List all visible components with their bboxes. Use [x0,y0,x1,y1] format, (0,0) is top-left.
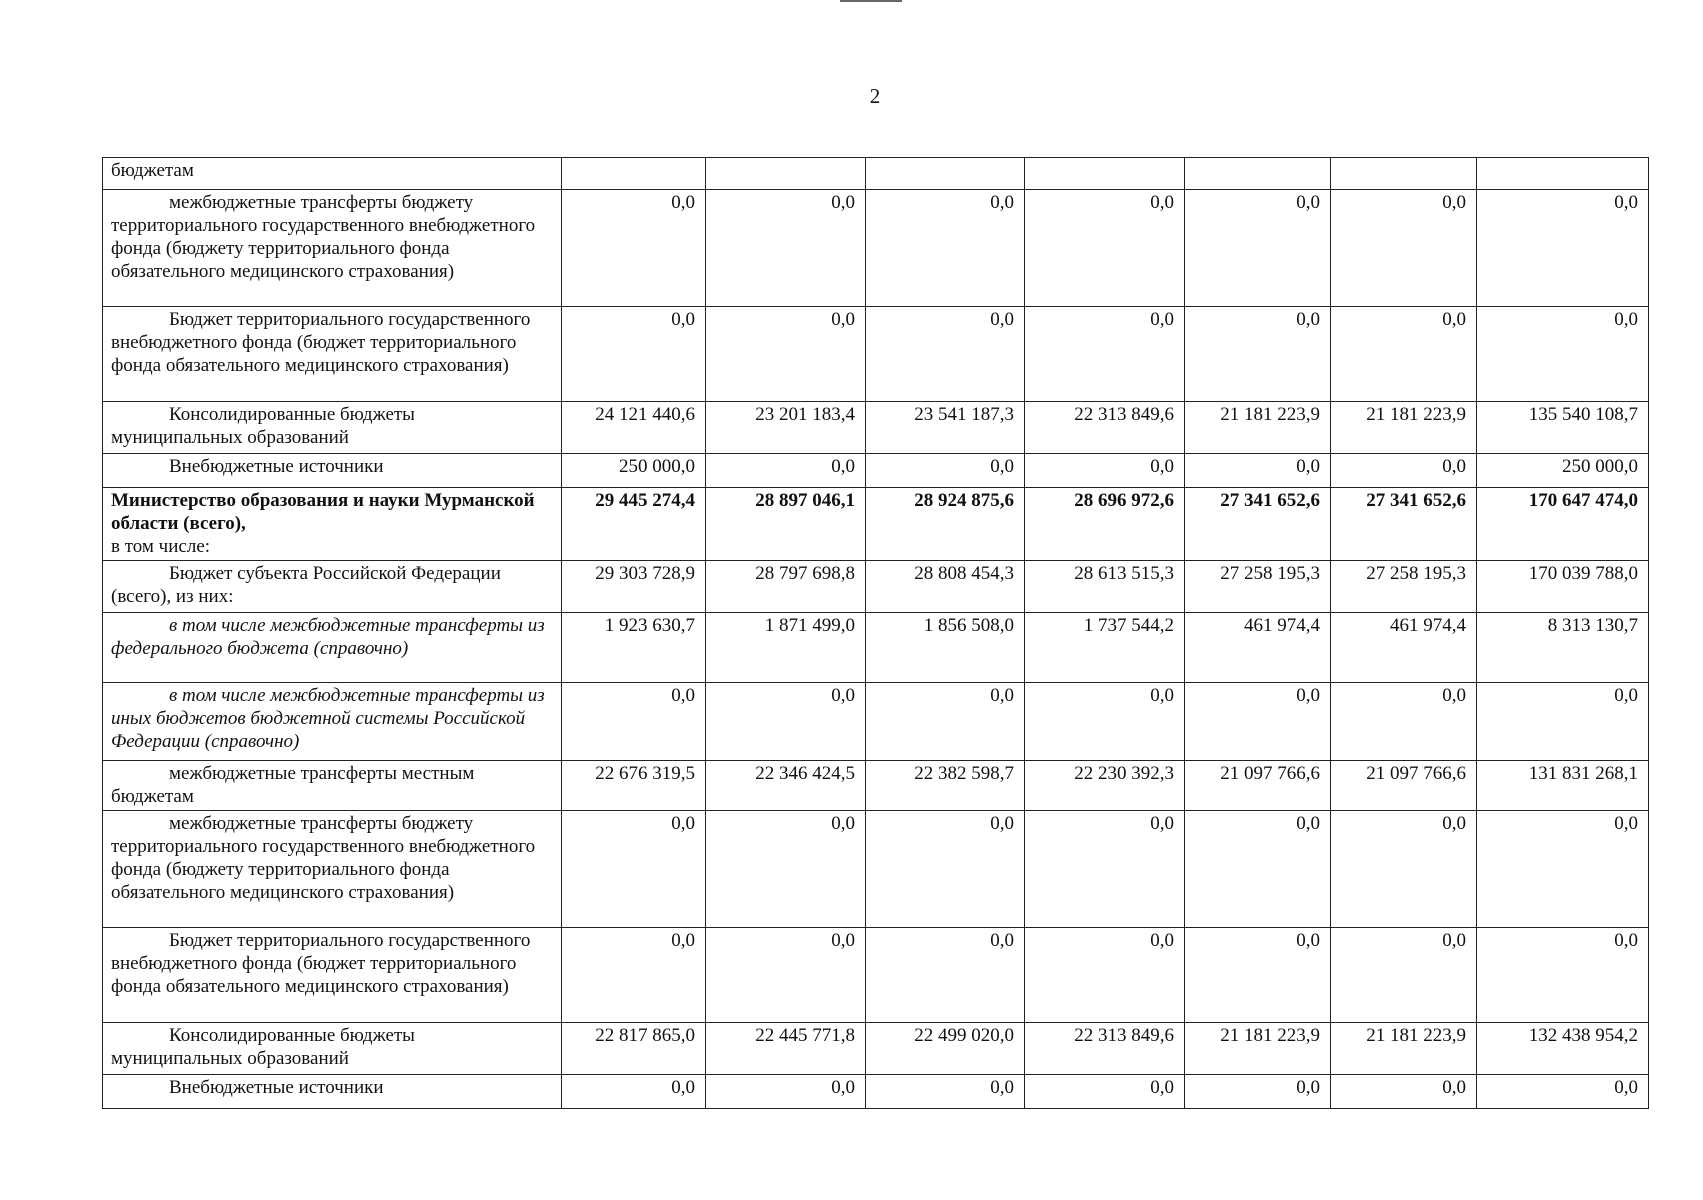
value-cell: 29 303 728,9 [562,561,706,613]
value-cell [706,158,866,190]
value-cell: 29 445 274,4 [562,488,706,561]
value-cell: 22 499 020,0 [866,1023,1025,1075]
scan-mark [840,0,902,2]
row-label-text: Консолидированные бюджеты муниципальных образований [111,404,415,448]
value-cell: 0,0 [866,683,1025,761]
value-cell [866,158,1025,190]
row-label [103,402,562,454]
budget-table-body [103,158,1649,1109]
value-cell: 0,0 [706,454,866,488]
value-cell: 8 313 130,7 [1477,613,1649,683]
value-cell: 170 039 788,0 [1477,561,1649,613]
row-label [103,811,562,928]
value-cell: 1 871 499,0 [706,613,866,683]
value-cell: 0,0 [1185,811,1331,928]
row-label-text: Бюджет субъекта Российской Федерации (всего), из них: [111,563,501,607]
value-cell: 0,0 [706,683,866,761]
value-cell: 0,0 [562,811,706,928]
row-label-text: в том числе межбюджетные трансферты из иных бюджетов бюджетной системы Российской Федерации (справочно) [111,685,545,752]
table-row [103,683,1649,761]
value-cell: 22 230 392,3 [1025,761,1185,811]
value-cell: 461 974,4 [1185,613,1331,683]
value-cell: 22 676 319,5 [562,761,706,811]
value-cell: 0,0 [1331,928,1477,1023]
value-cell: 0,0 [1185,190,1331,307]
row-label [103,1075,562,1109]
value-cell: 22 313 849,6 [1025,1023,1185,1075]
table-row [103,613,1649,683]
row-label [103,561,562,613]
value-cell [1331,158,1477,190]
value-cell: 0,0 [866,811,1025,928]
value-cell: 0,0 [706,1075,866,1109]
value-cell: 0,0 [1331,1075,1477,1109]
value-cell: 0,0 [866,454,1025,488]
table-row [103,1023,1649,1075]
value-cell [562,158,706,190]
value-cell: 21 181 223,9 [1185,1023,1331,1075]
page-number: 2 [869,84,881,108]
value-cell: 22 313 849,6 [1025,402,1185,454]
value-cell: 0,0 [1025,928,1185,1023]
row-label-text: Консолидированные бюджеты муниципальных образований [111,1025,415,1069]
value-cell: 0,0 [1477,811,1649,928]
row-label-text: межбюджетные трансферты бюджету территориального государственного внебюджетного фонда (бюджету территориального фонда обязательного медицинского страхования) [111,813,536,903]
value-cell: 0,0 [1185,928,1331,1023]
value-cell: 0,0 [1477,1075,1649,1109]
value-cell: 0,0 [706,307,866,402]
value-cell: 21 097 766,6 [1185,761,1331,811]
table-row [103,928,1649,1023]
value-cell: 0,0 [866,1075,1025,1109]
row-label [103,454,562,488]
value-cell: 0,0 [1185,683,1331,761]
value-cell: 0,0 [1331,683,1477,761]
value-cell: 0,0 [562,1075,706,1109]
row-label [103,190,562,307]
row-label [103,307,562,402]
row-label-text: Бюджет территориального государственного внебюджетного фонда (бюджет территориального фонда обязательного медицинского страхования) [111,309,531,376]
value-cell [1477,158,1649,190]
value-cell: 0,0 [1331,454,1477,488]
value-cell: 0,0 [866,307,1025,402]
value-cell: 0,0 [1331,811,1477,928]
value-cell: 27 258 195,3 [1185,561,1331,613]
value-cell: 0,0 [1185,307,1331,402]
table-row [103,1075,1649,1109]
value-cell: 0,0 [1185,1075,1331,1109]
value-cell: 0,0 [866,190,1025,307]
table-row [103,811,1649,928]
row-label-text: Внебюджетные источники [169,1077,384,1098]
value-cell: 0,0 [706,190,866,307]
value-cell: 0,0 [1025,1075,1185,1109]
table-row [103,402,1649,454]
row-label [103,613,562,683]
value-cell: 21 097 766,6 [1331,761,1477,811]
value-cell: 1 923 630,7 [562,613,706,683]
value-cell: 23 541 187,3 [866,402,1025,454]
value-cell: 0,0 [1025,811,1185,928]
row-label-text: в том числе межбюджетные трансферты из федерального бюджета (справочно) [111,615,545,659]
value-cell: 0,0 [1331,307,1477,402]
value-cell: 21 181 223,9 [1331,402,1477,454]
row-label [103,928,562,1023]
value-cell: 0,0 [562,683,706,761]
value-cell: 0,0 [706,811,866,928]
value-cell: 28 696 972,6 [1025,488,1185,561]
value-cell: 131 831 268,1 [1477,761,1649,811]
value-cell: 170 647 474,0 [1477,488,1649,561]
value-cell: 135 540 108,7 [1477,402,1649,454]
value-cell: 27 341 652,6 [1331,488,1477,561]
value-cell: 0,0 [1185,454,1331,488]
table-row [103,307,1649,402]
value-cell: 0,0 [866,928,1025,1023]
row-label [103,683,562,761]
row-label [103,158,562,190]
value-cell: 132 438 954,2 [1477,1023,1649,1075]
table-row [103,761,1649,811]
value-cell: 0,0 [1477,683,1649,761]
value-cell: 23 201 183,4 [706,402,866,454]
value-cell: 22 817 865,0 [562,1023,706,1075]
table-row [103,190,1649,307]
table-row [103,488,1649,561]
row-label-text: Бюджет территориального государственного внебюджетного фонда (бюджет территориального фонда обязательного медицинского страхования) [111,930,531,997]
value-cell: 21 181 223,9 [1185,402,1331,454]
row-label-text: межбюджетные трансферты местным бюджетам [111,763,475,807]
table-row [103,454,1649,488]
value-cell: 28 797 698,8 [706,561,866,613]
value-cell: 0,0 [1025,683,1185,761]
value-cell: 0,0 [1025,454,1185,488]
value-cell: 28 897 046,1 [706,488,866,561]
value-cell: 22 382 598,7 [866,761,1025,811]
value-cell: 0,0 [562,190,706,307]
value-cell: 0,0 [1331,190,1477,307]
budget-table [102,157,1649,1109]
row-label-text: межбюджетные трансферты бюджету территориального государственного внебюджетного фонда (бюджету территориального фонда обязательного медицинского страхования) [111,192,536,282]
row-label-text: Внебюджетные источники [169,456,384,477]
row-label-text: Министерство образования и науки Мурманской области (всего), [111,490,535,534]
row-label-text: бюджетам [111,160,194,181]
value-cell: 24 121 440,6 [562,402,706,454]
value-cell: 22 445 771,8 [706,1023,866,1075]
value-cell [1025,158,1185,190]
table-row [103,561,1649,613]
value-cell: 0,0 [562,307,706,402]
row-label-subtext: в том числе: [111,536,211,557]
table-row [103,158,1649,190]
row-label [103,761,562,811]
value-cell: 22 346 424,5 [706,761,866,811]
value-cell: 27 258 195,3 [1331,561,1477,613]
value-cell: 0,0 [1477,928,1649,1023]
value-cell: 1 856 508,0 [866,613,1025,683]
row-label [103,488,562,561]
value-cell: 0,0 [1477,307,1649,402]
value-cell: 21 181 223,9 [1331,1023,1477,1075]
value-cell: 0,0 [1025,190,1185,307]
value-cell [1185,158,1331,190]
value-cell: 250 000,0 [562,454,706,488]
value-cell: 27 341 652,6 [1185,488,1331,561]
value-cell: 28 808 454,3 [866,561,1025,613]
value-cell: 250 000,0 [1477,454,1649,488]
value-cell: 461 974,4 [1331,613,1477,683]
value-cell: 0,0 [1025,307,1185,402]
value-cell: 0,0 [562,928,706,1023]
value-cell: 0,0 [1477,190,1649,307]
value-cell: 1 737 544,2 [1025,613,1185,683]
value-cell: 28 613 515,3 [1025,561,1185,613]
value-cell: 28 924 875,6 [866,488,1025,561]
value-cell: 0,0 [706,928,866,1023]
row-label [103,1023,562,1075]
